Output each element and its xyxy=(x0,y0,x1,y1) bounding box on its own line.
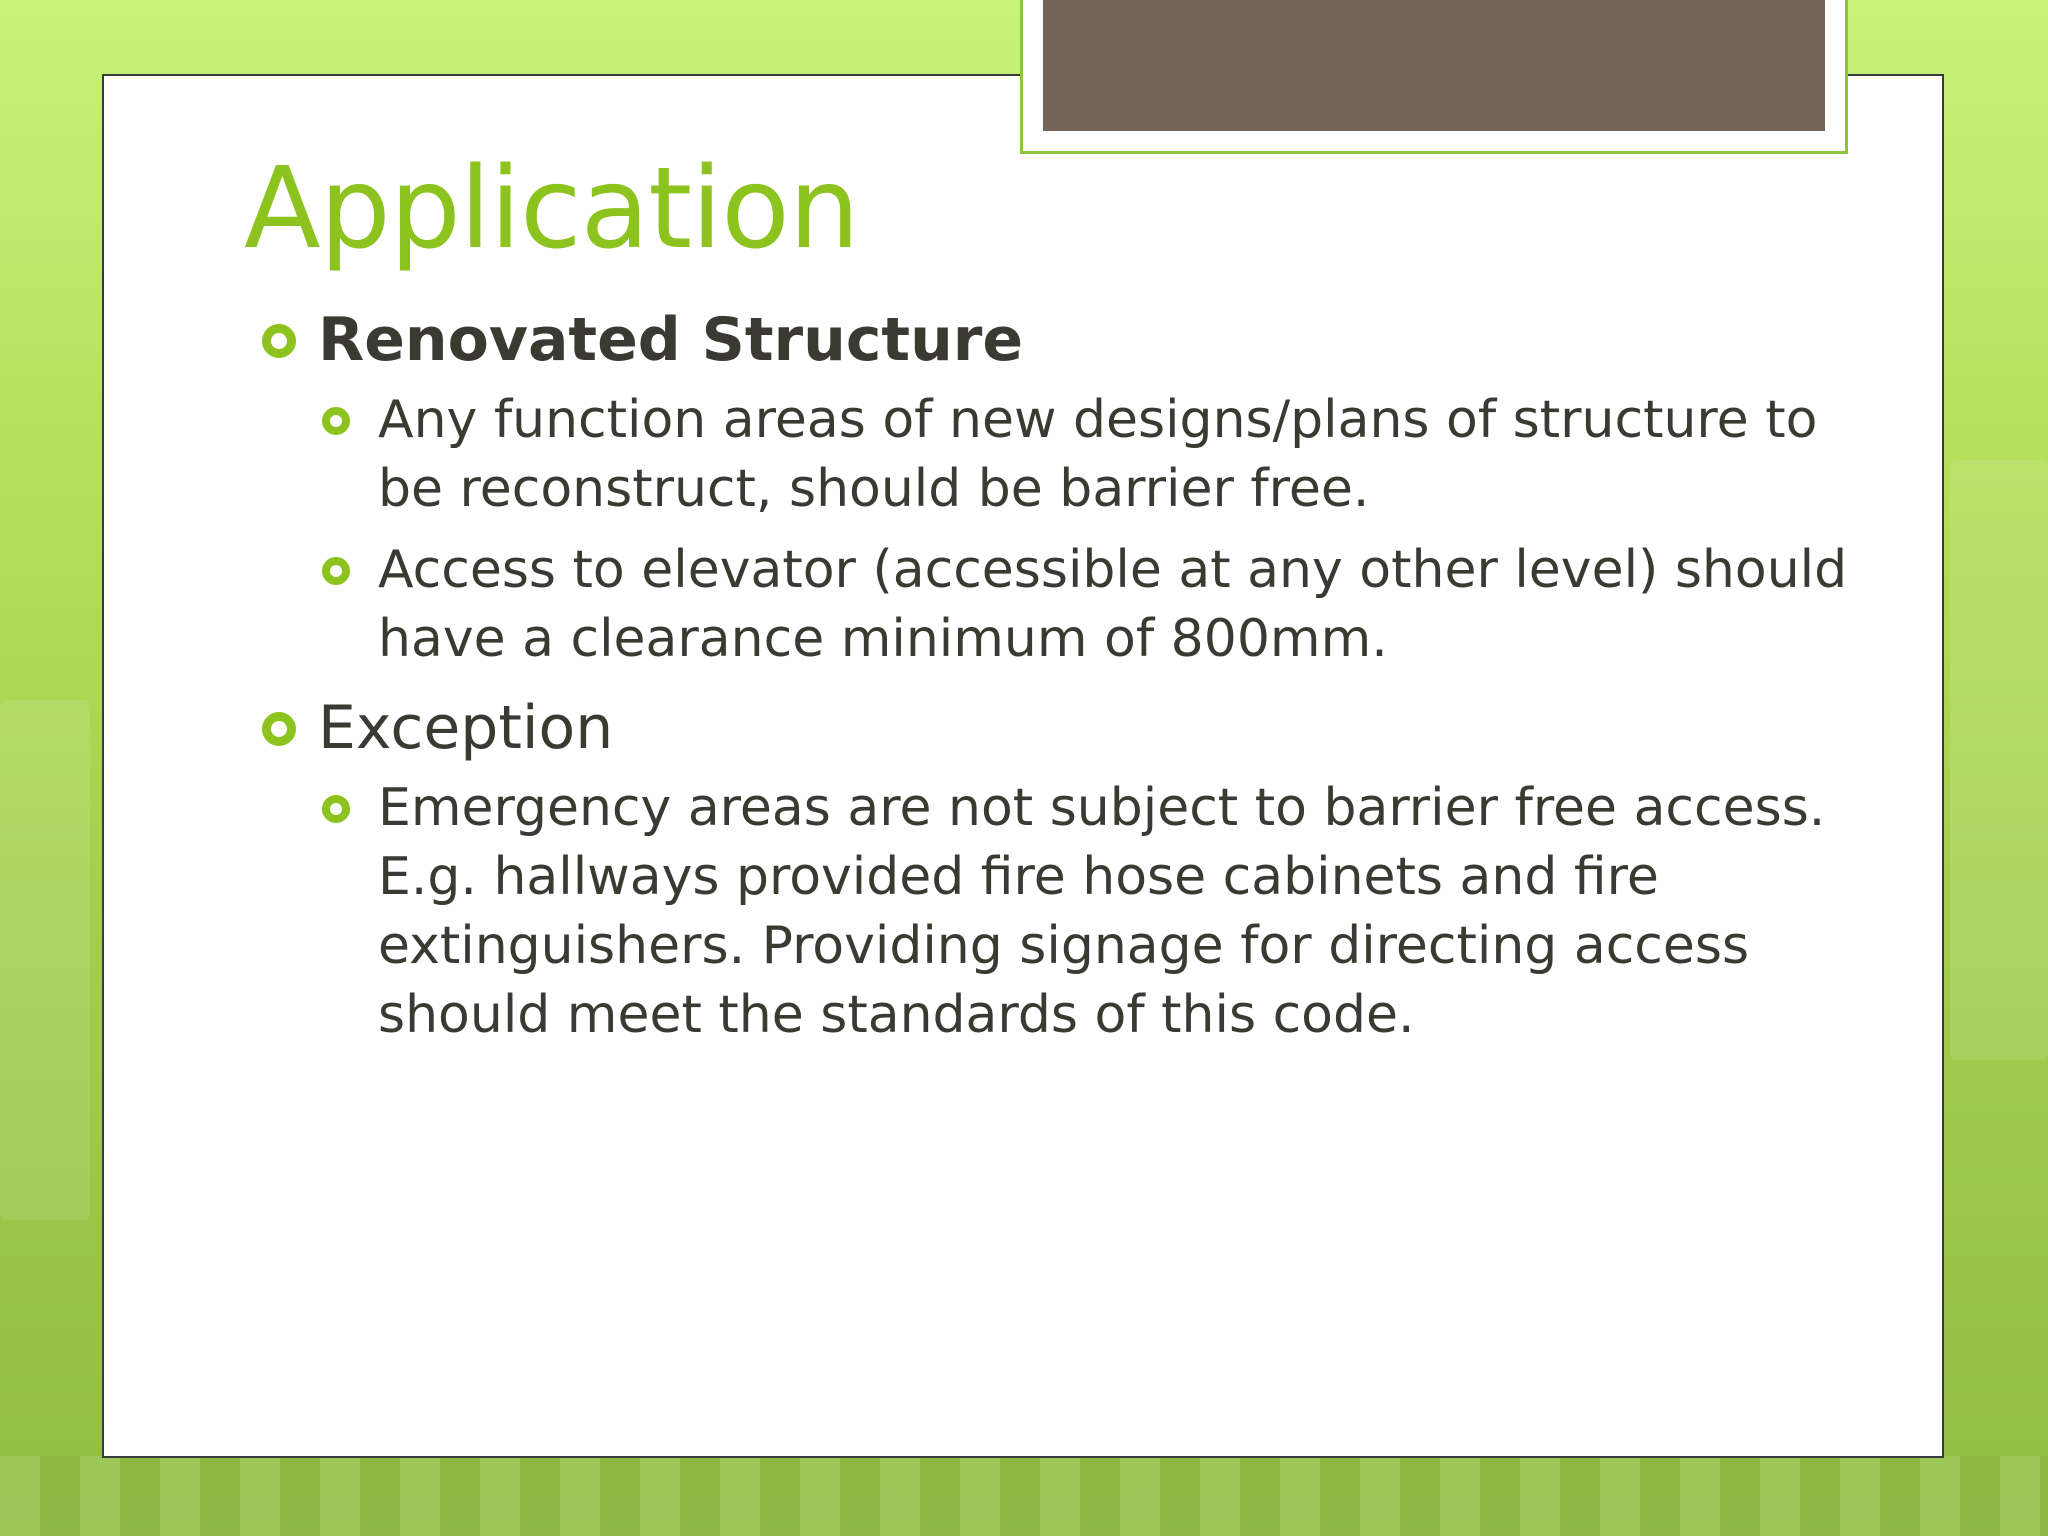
slide-body xyxy=(256,300,1876,1062)
bullet-renovated-structure xyxy=(256,300,1876,380)
sub-bullet-elevator-access xyxy=(316,536,1876,674)
ring-bullet-icon xyxy=(322,407,350,435)
sub-bullet-emergency-areas xyxy=(316,774,1876,1050)
sub-bullet-text: Access to elevator (accessible at any other level) should have a clearance minimum of 800mm. xyxy=(378,540,1848,669)
ring-bullet-icon xyxy=(322,557,350,585)
slide-title: Application xyxy=(244,144,859,274)
ring-bullet-icon xyxy=(262,712,296,746)
bullet-heading: Exception xyxy=(318,693,614,763)
bullet-heading: Renovated Structure xyxy=(318,305,1024,375)
title-image-placeholder xyxy=(1043,0,1825,131)
sub-bullet-text: Any function areas of new designs/plans of structure to be reconstruct, should be barrier free. xyxy=(378,390,1818,519)
ring-bullet-icon xyxy=(262,324,296,358)
background-decoration xyxy=(1950,460,2048,1060)
sub-bullet-function-areas xyxy=(316,386,1876,524)
sub-bullet-text: Emergency areas are not subject to barrier free access. E.g. hallways provided fire hose cabinets and fire extinguishers. Providing signage for directing access should meet the standards of this code. xyxy=(378,778,1826,1045)
ring-bullet-icon xyxy=(322,795,350,823)
title-image-frame xyxy=(1020,0,1848,154)
background-decoration xyxy=(0,700,90,1220)
bullet-exception xyxy=(256,688,1876,768)
background-band xyxy=(0,1456,2048,1536)
